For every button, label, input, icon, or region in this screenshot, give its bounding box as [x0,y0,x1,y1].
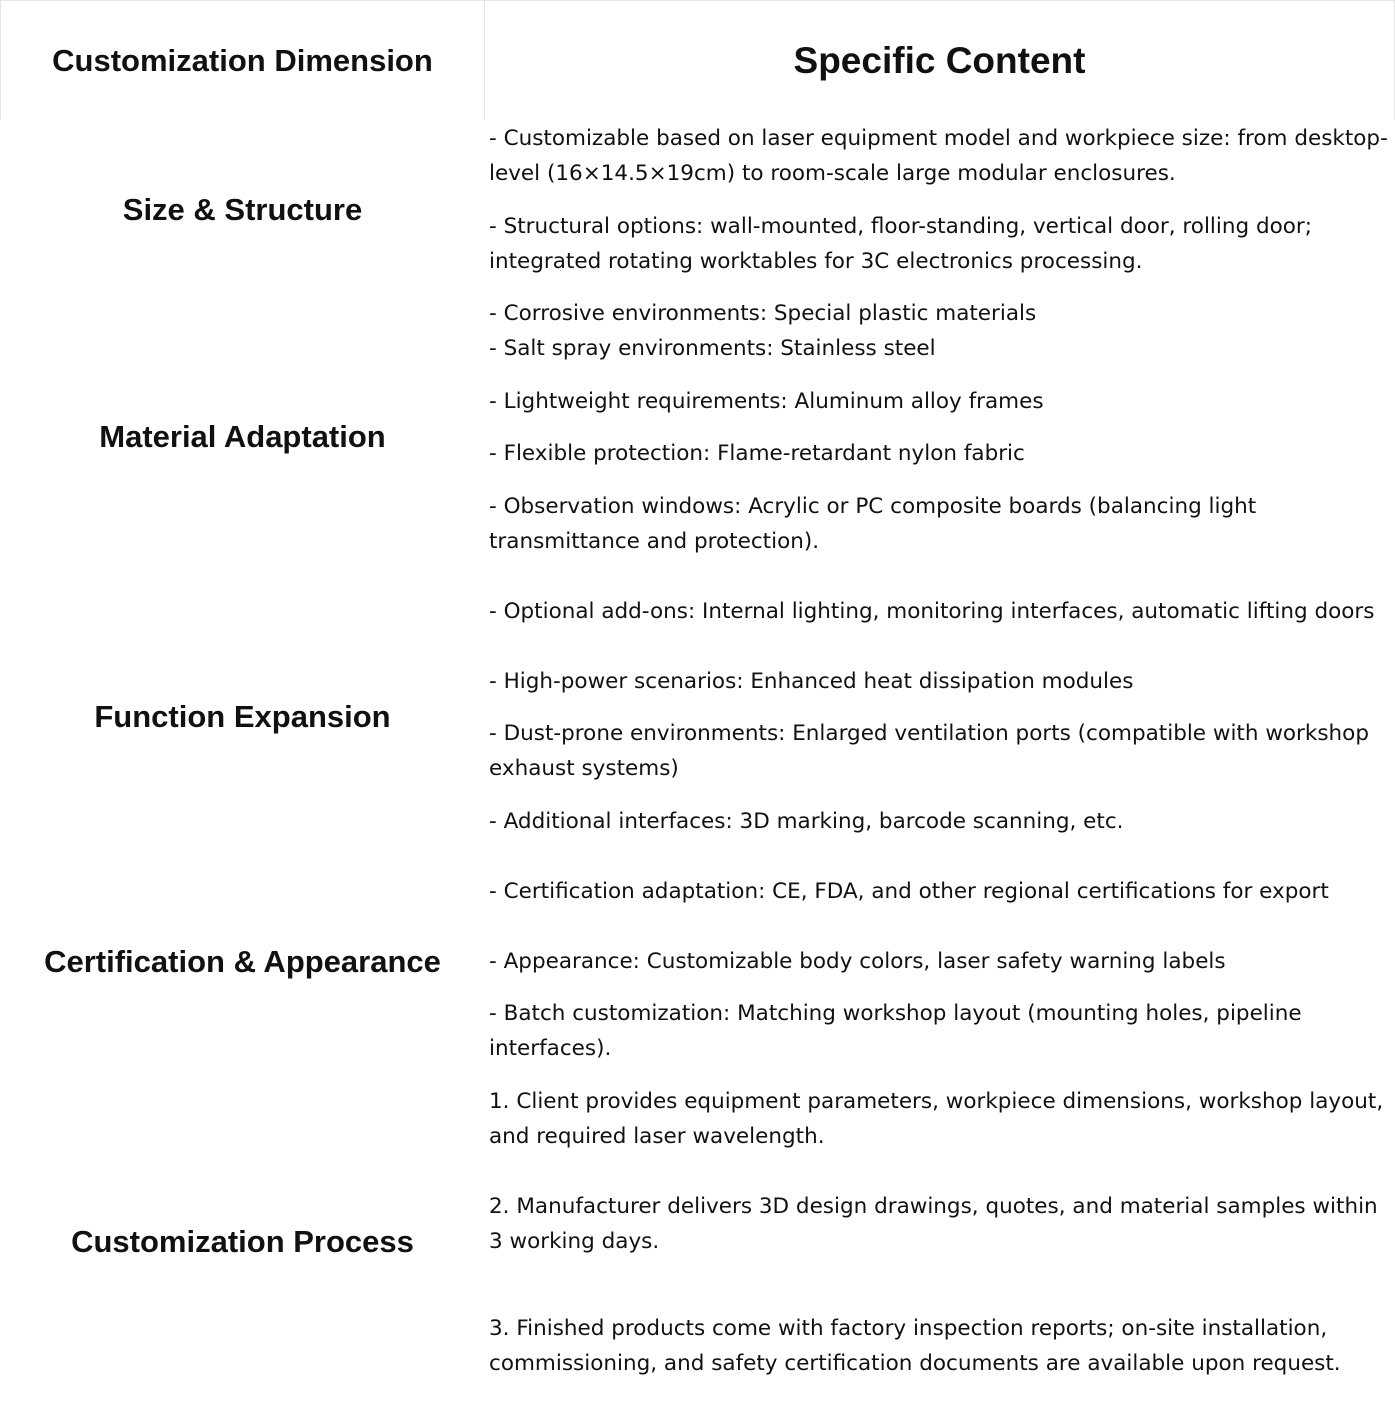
content-item: - Appearance: Customizable body colors, laser safety warning labels [489,949,1226,974]
content-item: 3. Finished products come with factory inspection reports; on-site installation, commissioning, and safety certification documents are available upon request. [489,1316,1341,1376]
dimension-certification-appearance: Certification & Appearance [44,944,441,979]
header-customization-dimension: Customization Dimension [0,0,485,120]
content-item: - Flexible protection: Flame-retardant nylon fabric [489,441,1025,466]
content-item: - Lightweight requirements: Aluminum alloy frames [489,389,1044,414]
content-item: - Structural options: wall-mounted, floor-standing, vertical door, rolling door; integrated rotating worktables for 3C electronics processing. [489,214,1313,274]
dimension-customization-process: Customization Process [71,1224,414,1259]
content-item: - Optional add-ons: Internal lighting, monitoring interfaces, automatic lifting doors [489,599,1375,624]
dimension-function-expansion: Function Expansion [94,699,391,734]
content-item: - Certification adaptation: CE, FDA, and other regional certifications for export [489,879,1329,904]
content-item: - High-power scenarios: Enhanced heat dissipation modules [489,669,1134,694]
content-item: - Corrosive environments: Special plastic materials [489,301,1037,326]
dimension-size-structure: Size & Structure [122,192,363,227]
header-specific-content: Specific Content [485,0,1395,120]
dimension-material-adaptation: Material Adaptation [99,419,386,454]
content-item: - Salt spray environments: Stainless steel [489,336,936,361]
content-item: - Customizable based on laser equipment model and workpiece size: from desktop-level (16×14.5×19cm) to room-scale large modular enclosures. [489,126,1388,186]
content-item: - Dust-prone environments: Enlarged ventilation ports (compatible with workshop exhaust systems) [489,721,1369,781]
content-item: - Observation windows: Acrylic or PC composite boards (balancing light transmittance and protection). [489,494,1257,554]
content-item: - Batch customization: Matching workshop layout (mounting holes, pipeline interfaces). [489,1001,1302,1061]
content-item: 2. Manufacturer delivers 3D design drawings, quotes, and material samples within 3 working days. [489,1194,1378,1254]
content-item: 1. Client provides equipment parameters, workpiece dimensions, workshop layout, and required laser wavelength. [489,1089,1384,1149]
content-item: - Additional interfaces: 3D marking, barcode scanning, etc. [489,809,1124,834]
table-header-row [0,0,1395,120]
